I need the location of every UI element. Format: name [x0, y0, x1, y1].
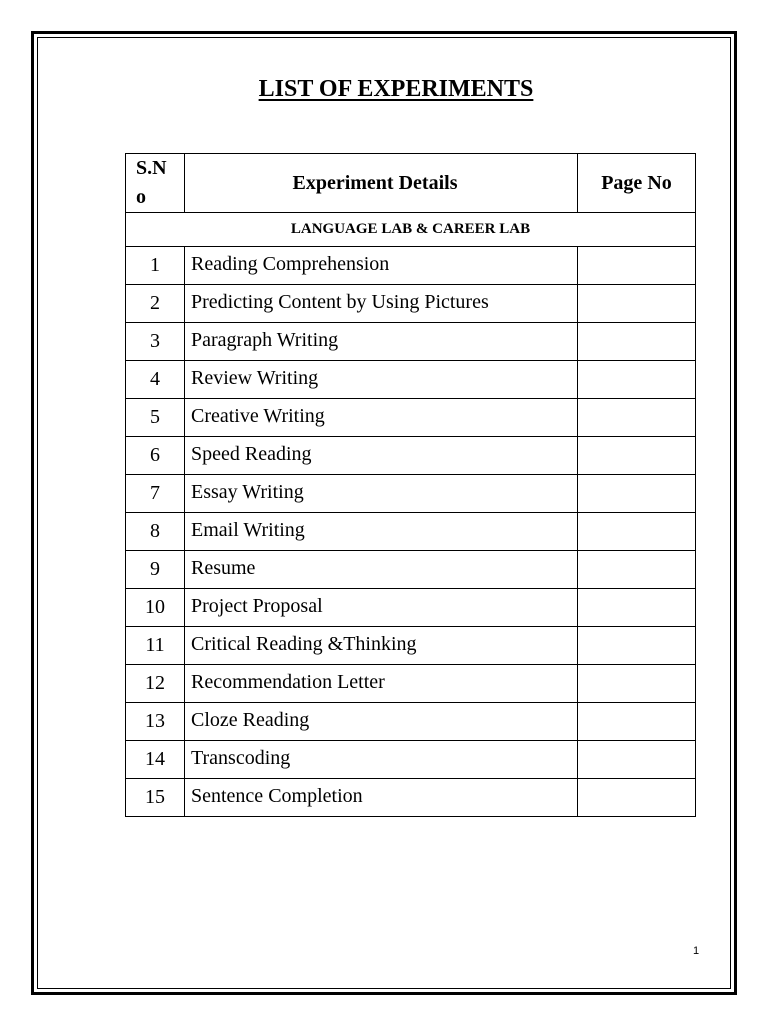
row-page-no — [578, 475, 696, 513]
table-row — [126, 551, 696, 589]
row-experiment-details: Reading Comprehension — [185, 247, 578, 285]
table-row — [126, 665, 696, 703]
row-experiment-details: Recommendation Letter — [185, 665, 578, 703]
row-page-no — [578, 247, 696, 285]
row-page-no — [578, 627, 696, 665]
table-row — [126, 285, 696, 323]
row-experiment-details: Speed Reading — [185, 437, 578, 475]
row-sno: 14 — [126, 741, 185, 779]
row-sno: 9 — [126, 551, 185, 589]
row-page-no — [578, 437, 696, 475]
row-page-no — [578, 551, 696, 589]
table-row — [126, 703, 696, 741]
row-experiment-details: Review Writing — [185, 361, 578, 399]
row-sno: 8 — [126, 513, 185, 551]
row-experiment-details: Critical Reading &Thinking — [185, 627, 578, 665]
row-sno: 10 — [126, 589, 185, 627]
table-row — [126, 361, 696, 399]
table-row — [126, 779, 696, 817]
table-header-row — [126, 154, 696, 213]
row-page-no — [578, 589, 696, 627]
header-experiment-details: Experiment Details — [185, 154, 578, 213]
table-row — [126, 627, 696, 665]
row-page-no — [578, 323, 696, 361]
table-row — [126, 741, 696, 779]
row-sno: 11 — [126, 627, 185, 665]
row-sno: 12 — [126, 665, 185, 703]
table-row — [126, 437, 696, 475]
row-experiment-details: Resume — [185, 551, 578, 589]
table-row — [126, 589, 696, 627]
row-sno: 5 — [126, 399, 185, 437]
row-page-no — [578, 285, 696, 323]
header-page-no: Page No — [578, 154, 696, 213]
row-sno: 13 — [126, 703, 185, 741]
row-sno: 3 — [126, 323, 185, 361]
row-experiment-details: Email Writing — [185, 513, 578, 551]
row-experiment-details: Paragraph Writing — [185, 323, 578, 361]
row-experiment-details: Predicting Content by Using Pictures — [185, 285, 578, 323]
row-page-no — [578, 779, 696, 817]
page-title: LIST OF EXPERIMENTS — [258, 76, 534, 102]
row-experiment-details: Sentence Completion — [185, 779, 578, 817]
row-sno: 7 — [126, 475, 185, 513]
row-experiment-details: Creative Writing — [185, 399, 578, 437]
table-row — [126, 323, 696, 361]
row-page-no — [578, 665, 696, 703]
table-row — [126, 513, 696, 551]
row-page-no — [578, 741, 696, 779]
row-experiment-details: Project Proposal — [185, 589, 578, 627]
table-row — [126, 475, 696, 513]
row-experiment-details: Transcoding — [185, 741, 578, 779]
section-title: LANGUAGE LAB & CAREER LAB — [126, 213, 696, 247]
row-page-no — [578, 399, 696, 437]
page-number: 1 — [693, 945, 700, 957]
row-sno: 4 — [126, 361, 185, 399]
experiments-table — [125, 153, 696, 817]
row-experiment-details: Cloze Reading — [185, 703, 578, 741]
row-sno: 6 — [126, 437, 185, 475]
row-page-no — [578, 703, 696, 741]
row-sno: 2 — [126, 285, 185, 323]
header-sno: S.No — [126, 154, 185, 213]
row-page-no — [578, 361, 696, 399]
row-page-no — [578, 513, 696, 551]
table-row — [126, 399, 696, 437]
row-sno: 1 — [126, 247, 185, 285]
row-experiment-details: Essay Writing — [185, 475, 578, 513]
row-sno: 15 — [126, 779, 185, 817]
section-row — [126, 213, 696, 247]
table-row — [126, 247, 696, 285]
